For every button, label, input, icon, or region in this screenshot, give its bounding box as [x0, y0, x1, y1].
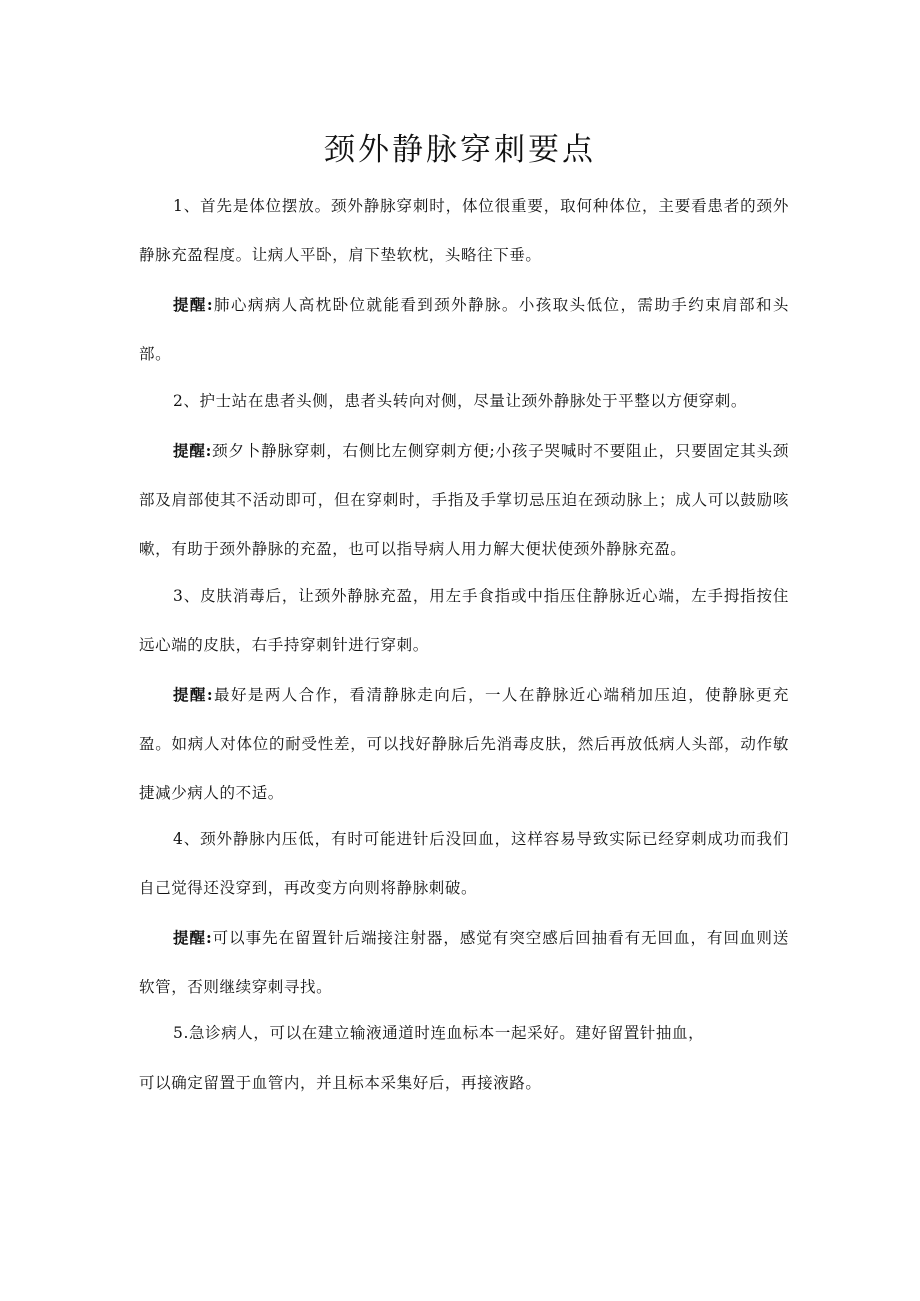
tip-label: 提醒: — [173, 928, 213, 947]
document-title: 颈外静脉穿刺要点 — [324, 132, 596, 168]
tip-text: 可以事先在留置针后端接注射器，感觉有突空感后回抽看有无回血，有回血则送软管，否则继续穿刺寻找。 — [139, 929, 789, 996]
tip-text: 最好是两人合作，看清静脉走向后，一人在静脉近心端稍加压迫，使静脉更充盈。如病人对体位的耐受性差，可以找好静脉后先消毒皮肤，然后再放低病人头部，动作敏捷减少病人的不适。 — [139, 686, 789, 802]
paragraph-tip-1 — [139, 280, 789, 379]
paragraph-step-1: 1、首先是体位摆放。颈外静脉穿刺时，体位很重要，取何种体位，主要看患者的颈外静脉充盈程度。让病人平卧，肩下垫软枕，头略往下垂。 — [139, 197, 789, 264]
paragraph-step-5-continued: 可以确定留置于血管内，并且标本采集好后，再接液路。 — [139, 1074, 542, 1092]
tip-text: 肺心病病人高枕卧位就能看到颈外静脉。小孩取头低位，需助手约束肩部和头部。 — [139, 296, 789, 363]
paragraph-step-2: 2、护士站在患者头侧，患者头转向对侧，尽量让颈外静脉处于平整以方便穿刺。 — [173, 392, 747, 410]
tip-label: 提醒: — [173, 685, 214, 704]
paragraph-tip-2 — [139, 426, 789, 574]
tip-text: 颈夕卜静脉穿刺，右侧比左侧穿刺方便;小孩子哭喊时不要阻止，只要固定其头颈部及肩部使其不活动即可，但在穿刺时，手指及手掌切忌压迫在颈动脉上；成人可以鼓励咳嗽，有助于颈外静脉的充盈，也可以指导病人用力解大便状使颈外静脉充盈。 — [139, 442, 789, 558]
paragraph-tip-4 — [139, 913, 789, 1012]
paragraph-step-5: 5.急诊病人，可以在建立输液通道时连血标本一起采好。建好留置针抽血， — [173, 1024, 705, 1042]
tip-label: 提醒: — [173, 295, 214, 314]
paragraph-step-4: 4、颈外静脉内压低，有时可能进针后没回血，这样容易导致实际已经穿刺成功而我们自己觉得还没穿到，再改变方向则将静脉刺破。 — [139, 830, 789, 897]
paragraph-tip-3 — [139, 670, 789, 818]
tip-label: 提醒: — [173, 441, 212, 460]
paragraph-step-3: 3、皮肤消毒后，让颈外静脉充盈，用左手食指或中指压住静脉近心端，左手拇指按住远心端的皮肤，右手持穿刺针进行穿刺。 — [139, 587, 789, 654]
